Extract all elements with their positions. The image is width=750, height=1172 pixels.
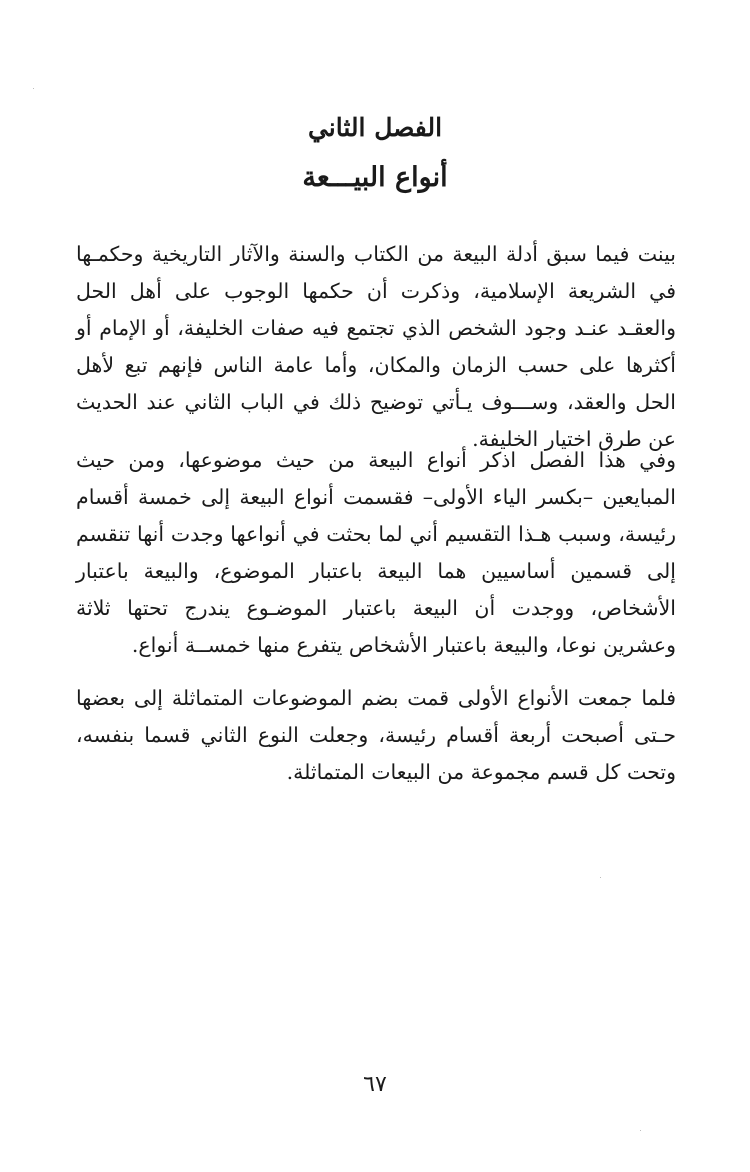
- chapter-title: الفصل الثاني: [307, 113, 443, 142]
- paragraph-2: وفي هذا الفصل اذكر أنواع البيعة من حيث موضوعها، ومن حيث المبايعين –بكسر الياء الأولى– فقسمت أنواع البيعة إلى خمسة أقسام رئيسة، وسبب هـذا التقسيم أني لما بحثت في أنواعها وجدت أنها تنقسم إلى قسمين أساسيين هما البيعة باعتبار الموضوع، والبيعة باعتبار الأشخاص، ووجدت أن البيعة باعتبار الموضـوع يندرج تحتها ثلاثة وعشرين نوعا، والبيعة باعتبار الأشخاص يتفرع منها خمســة أنواع.: [76, 448, 676, 657]
- paragraph-3: فلما جمعت الأنواع الأولى قمت بضم الموضوعات المتماثلة إلى بعضها حـتى أصبحت أربعة أقسام رئيسة، وجعلت النوع الثاني قسما بنفسه، وتحت كل قسم مجموعة من البيعات المتماثلة.: [76, 686, 676, 784]
- scan-speck: [600, 877, 601, 878]
- page-number: ٦٧: [363, 1072, 387, 1097]
- section-title: أنواع البيـــعة: [302, 162, 448, 193]
- scan-speck: [640, 1130, 641, 1131]
- scan-speck: [33, 88, 34, 89]
- paragraph-1: بينت فيما سبق أدلة البيعة من الكتاب والسنة والآثار التاريخية وحكمـها في الشريعة الإسلامية، وذكرت أن حكمها الوجوب على أهل الحل والعقـد عنـد وجود الشخص الذي تجتمع فيه صفات الخليفة، أو الإمام أو أكثرها على حسب الزمان والمكان، وأما عامة الناس فإنهم تبع لأهل الحل والعقد، وســـوف يـأتي توضيح ذلك في الباب الثاني عند الحديث عن طرق اختيار الخليفة.: [76, 242, 676, 451]
